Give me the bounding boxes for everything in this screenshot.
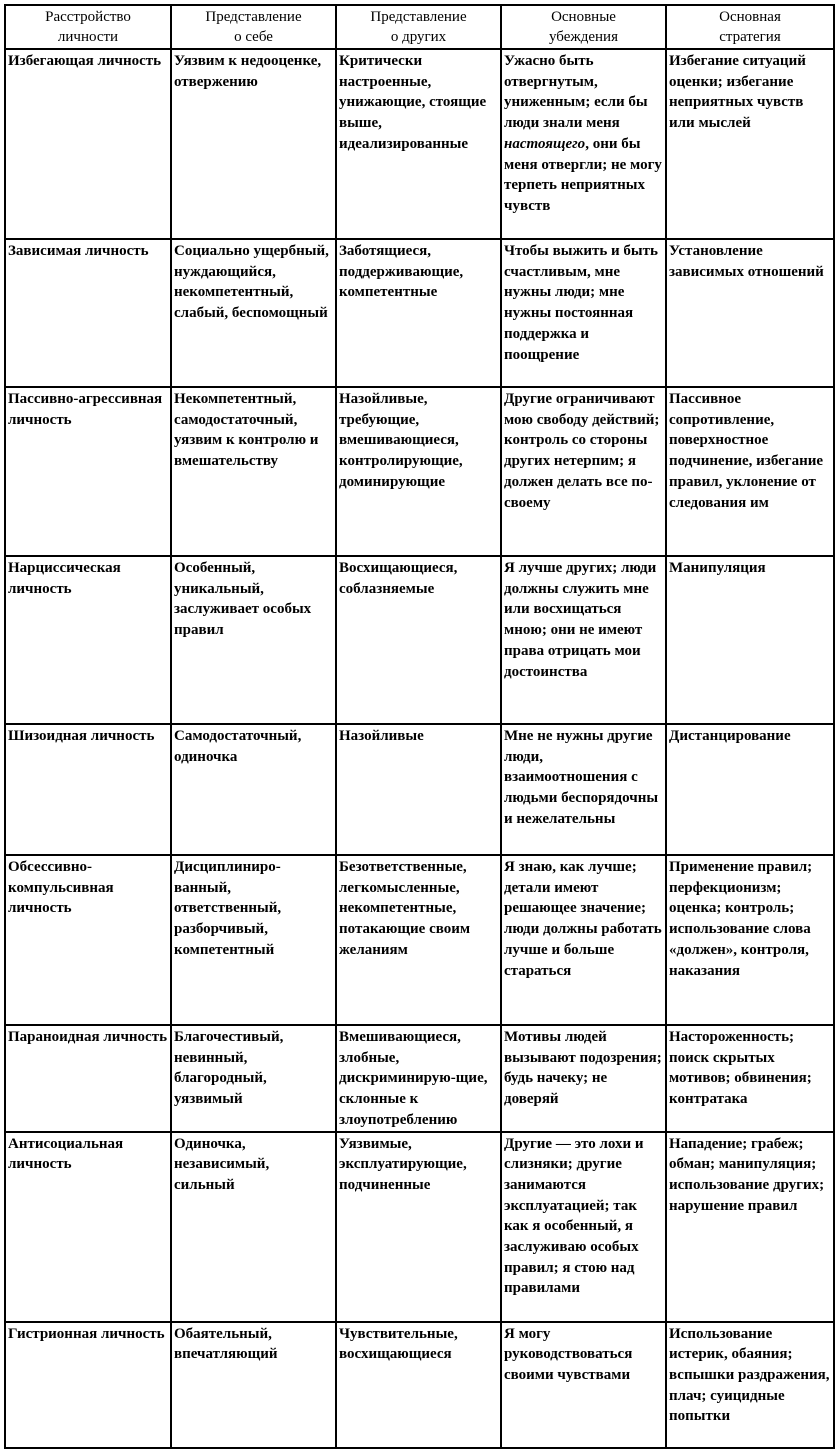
cell-disorder: Обсессивно-компульсивная личность xyxy=(5,855,171,1025)
cell-disorder: Пассивно-агрессивная личность xyxy=(5,387,171,556)
header-main-strategy: Основная стратегия xyxy=(666,5,834,49)
cell-self: Уязвим к недооценке, отвержению xyxy=(171,49,336,239)
header-self-view: Представление о себе xyxy=(171,5,336,49)
cell-self: Социально ущербный, нуждающийся, некомпетентный, слабый, беспомощный xyxy=(171,239,336,387)
cell-self: Некомпетентный, самодостаточный, уязвим к контролю и вмешательству xyxy=(171,387,336,556)
cell-beliefs: Ужасно быть отвергнутым, униженным; если бы люди знали меня настоящего, они бы меня отвергли; не могу терпеть неприятных чувств xyxy=(501,49,666,239)
table-row xyxy=(5,49,834,239)
cell-strategy: Избегание ситуаций оценки; избегание неприятных чувств или мыслей xyxy=(666,49,834,239)
cell-disorder: Антисоциальная личность xyxy=(5,1132,171,1322)
cell-disorder: Нарциссическая личность xyxy=(5,556,171,724)
cell-others: Уязвимые, эксплуатирующие, подчиненные xyxy=(336,1132,501,1322)
cell-beliefs: Я знаю, как лучше; детали имеют решающее значение; люди должны работать лучше и больше стараться xyxy=(501,855,666,1025)
table-row xyxy=(5,556,834,724)
cell-beliefs: Я могу руководствоваться своими чувствами xyxy=(501,1322,666,1448)
cell-disorder: Зависимая личность xyxy=(5,239,171,387)
cell-beliefs: Другие — это лохи и слизняки; другие занимаются эксплуатацией; так как я особенный, я заслуживаю особых правил; я стою над правилами xyxy=(501,1132,666,1322)
table-row xyxy=(5,1132,834,1322)
cell-strategy: Установление зависимых отношений xyxy=(666,239,834,387)
header-disorder: Расстройство личности xyxy=(5,5,171,49)
table-row xyxy=(5,239,834,387)
cell-self: Одиночка, независимый, сильный xyxy=(171,1132,336,1322)
cell-others: Назойливые, требующие, вмешивающиеся, контролирующие, доминирующие xyxy=(336,387,501,556)
cell-self: Благочестивый, невинный, благородный, уязвимый xyxy=(171,1025,336,1132)
cell-beliefs: Чтобы выжить и быть счастливым, мне нужны люди; мне нужны постоянная поддержка и поощрение xyxy=(501,239,666,387)
cell-beliefs: Мне не нужны другие люди, взаимоотношения с людьми беспорядочны и нежелательны xyxy=(501,724,666,855)
table-row xyxy=(5,724,834,855)
cell-disorder: Избегающая личность xyxy=(5,49,171,239)
table-row xyxy=(5,387,834,556)
cell-self: Обаятельный, впечатляющий xyxy=(171,1322,336,1448)
cell-strategy: Дистанцирование xyxy=(666,724,834,855)
cell-self: Особенный, уникальный, заслуживает особых правил xyxy=(171,556,336,724)
cell-strategy: Нападение; грабеж; обман; манипуляция; использование других; нарушение правил xyxy=(666,1132,834,1322)
header-core-beliefs: Основные убеждения xyxy=(501,5,666,49)
cell-strategy: Манипуляция xyxy=(666,556,834,724)
table-row xyxy=(5,855,834,1025)
cell-others: Чувствительные, восхищающиеся xyxy=(336,1322,501,1448)
cell-disorder: Параноидная личность xyxy=(5,1025,171,1132)
cell-others: Вмешивающиеся, злобные, дискриминирую-щие, склонные к злоупотреблению xyxy=(336,1025,501,1132)
cell-strategy: Применение правил; перфекционизм; оценка; контроль; использование слова «должен», контроля, наказания xyxy=(666,855,834,1025)
header-others-view: Представление о других xyxy=(336,5,501,49)
cell-others: Заботящиеся, поддерживающие, компетентные xyxy=(336,239,501,387)
cell-strategy: Использование истерик, обаяния; вспышки раздражения, плач; суицидные попытки xyxy=(666,1322,834,1448)
cell-beliefs: Другие ограничивают мою свободу действий; контроль со стороны других нетерпим; я должен делать все по-своему xyxy=(501,387,666,556)
personality-disorders-table xyxy=(4,4,835,1449)
cell-self: Дисциплиниро-ванный, ответственный, разборчивый, компетентный xyxy=(171,855,336,1025)
cell-beliefs: Мотивы людей вызывают подозрения; будь начеку; не доверяй xyxy=(501,1025,666,1132)
cell-beliefs: Я лучше других; люди должны служить мне или восхищаться мною; они не имеют права отрицать мои достоинства xyxy=(501,556,666,724)
cell-self: Самодостаточный, одиночка xyxy=(171,724,336,855)
emphasis-text: настоящего xyxy=(504,135,586,152)
table-row xyxy=(5,1322,834,1448)
cell-others: Назойливые xyxy=(336,724,501,855)
cell-disorder: Шизоидная личность xyxy=(5,724,171,855)
cell-others: Критически настроенные, унижающие, стоящие выше, идеализированные xyxy=(336,49,501,239)
cell-strategy: Пассивное сопротивление, поверхностное подчинение, избегание правил, уклонение от следования им xyxy=(666,387,834,556)
cell-strategy: Настороженность; поиск скрытых мотивов; обвинения; контратака xyxy=(666,1025,834,1132)
cell-others: Восхищающиеся, соблазняемые xyxy=(336,556,501,724)
header-row xyxy=(5,5,834,49)
table-row xyxy=(5,1025,834,1132)
cell-disorder: Гистрионная личность xyxy=(5,1322,171,1448)
cell-others: Безответственные, легкомысленные, некомпетентные, потакающие своим желаниям xyxy=(336,855,501,1025)
